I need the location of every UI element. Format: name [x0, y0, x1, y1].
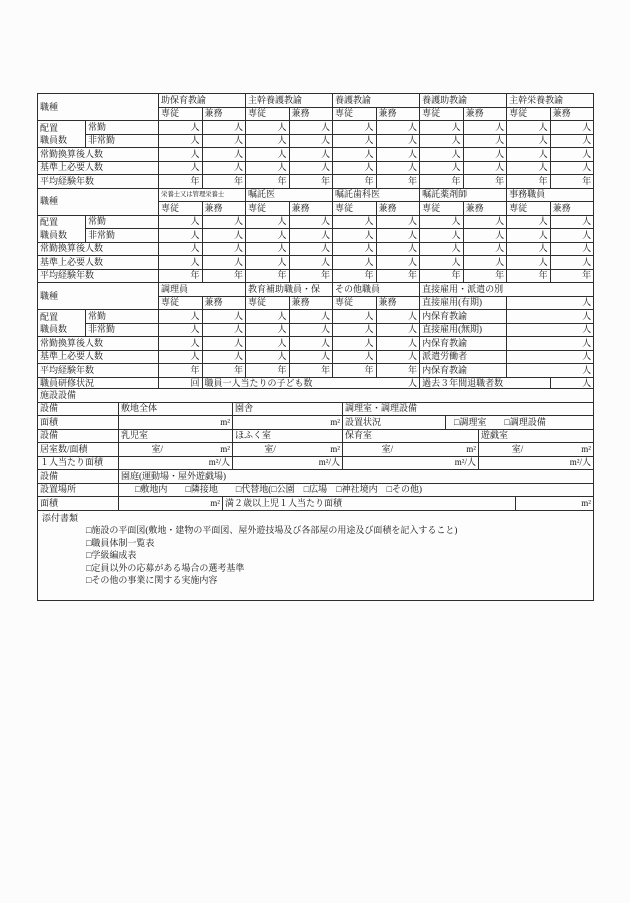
cell-unit-year: 年 — [159, 364, 203, 378]
pair-text: 室/ — [511, 443, 524, 454]
cell-unit-person: 人 — [550, 134, 594, 148]
cell-unit-sqm: m² — [516, 497, 594, 511]
cell-unit-person: 人 — [289, 161, 333, 175]
cell-unit-person: 人 — [463, 215, 507, 229]
cell-unit-person: 人 — [376, 242, 420, 256]
cell-unit-person: 人 — [550, 121, 594, 135]
sub-header: 兼務 — [376, 202, 420, 216]
row-label-required: 基準上必要人数 — [38, 350, 159, 364]
cell-unit-year: 年 — [246, 364, 290, 378]
cell-unit-year: 年 — [420, 269, 464, 283]
cell-unit-person: 人 — [463, 134, 507, 148]
cell-unit-year: 年 — [246, 175, 290, 189]
cell-unit-person: 人 — [550, 215, 594, 229]
cell-unit-person: 人 — [507, 229, 551, 243]
cell-unit-person: 人 — [246, 215, 290, 229]
cell-unit-person: 人 — [289, 337, 333, 351]
cell-rooms-area — [343, 443, 479, 457]
sub-header: 専従 — [333, 202, 377, 216]
row-label-employment: 内保育教諭 — [420, 310, 507, 324]
cell-unit-person: 人 — [246, 242, 290, 256]
col-header-type: 職種 — [38, 188, 159, 215]
cell-unit-year: 年 — [159, 175, 203, 189]
sub-header: 兼務 — [202, 107, 246, 121]
cell-unit-person: 人 — [376, 161, 420, 175]
cell-unit-person: 人 — [507, 215, 551, 229]
row-label-required: 基準上必要人数 — [38, 161, 159, 175]
cell-unit-sqm: m² — [119, 416, 233, 430]
row-label-converted: 常勤換算後人数 — [38, 337, 159, 351]
cell-unit-person: 人 — [159, 161, 203, 175]
cell-unit-year: 年 — [463, 175, 507, 189]
cell-line: 配置 — [40, 217, 59, 227]
cell-unit-year: 年 — [420, 175, 464, 189]
cell-unit-person: 人 — [289, 323, 333, 337]
cell-unit-person: 人 — [376, 121, 420, 135]
cell-line: 職員数 — [40, 229, 68, 240]
cell-unit-person: 人 — [420, 121, 464, 135]
attachment-item: □その他の事業に関する実施内容 — [86, 575, 218, 585]
row-label-fulltime: 常勤 — [86, 310, 159, 324]
cell-unit-person: 人 — [333, 337, 377, 351]
cell-unit-person: 人 — [159, 310, 203, 324]
cell-unit-person: 人 — [333, 134, 377, 148]
cell-unit-person: 人 — [159, 121, 203, 135]
group-header: 嘱託歯科医 — [333, 188, 420, 202]
cell-unit-person: 人 — [159, 256, 203, 270]
row-label-equipment: 設備 — [38, 429, 119, 443]
cell-unit-person: 人 — [420, 161, 464, 175]
cell-unit-person: 人 — [507, 337, 594, 351]
cell-unit-person: 人 — [463, 161, 507, 175]
cell-unit-person: 人 — [420, 134, 464, 148]
cell-unit-person: 人 — [550, 148, 594, 162]
group-header: その他職員 — [333, 283, 420, 297]
group-header: 栄養士又は管理栄養士 — [159, 188, 246, 202]
col-header-room: 乳児室 — [119, 429, 233, 443]
cell-unit-person: 人 — [507, 256, 551, 270]
sub-header: 兼務 — [289, 202, 333, 216]
attachment-item: □定員以外の応募がある場合の選考基準 — [86, 562, 245, 573]
row-label-parttime: 非常勤 — [86, 323, 159, 337]
cell-unit-year: 年 — [550, 269, 594, 283]
cell-unit-year: 年 — [333, 175, 377, 189]
col-header-kitchen: 調理室・調理設備 — [343, 402, 594, 416]
row-label-kitchen-status: 設置状況 — [343, 416, 446, 430]
cell-unit-year: 年 — [507, 269, 551, 283]
cell-unit-year: 年 — [289, 175, 333, 189]
cell-unit-sqm-per-person: m²/人 — [119, 456, 233, 470]
cell-unit-year: 年 — [333, 364, 377, 378]
cell-unit-person: 人 — [289, 134, 333, 148]
cell-unit-year: 年 — [202, 364, 246, 378]
cell-unit-person: 人 — [333, 215, 377, 229]
cell-line: 配置 — [40, 122, 59, 133]
row-label-employment: 内保育教諭 — [420, 364, 507, 378]
sub-header: 兼務 — [550, 202, 594, 216]
cell-unit-person: 人 — [202, 337, 246, 351]
cell-unit-person: 人 — [333, 310, 377, 324]
row-label-placement — [38, 310, 86, 337]
sub-header: 兼務 — [463, 107, 507, 121]
pair-text: 室/ — [151, 443, 164, 454]
cell-unit-year: 年 — [246, 269, 290, 283]
row-label-location: 設置場所 — [38, 483, 119, 497]
cell-unit-times: 回 — [159, 377, 203, 391]
sub-header: 専従 — [420, 107, 464, 121]
cell-unit-person: 人 — [376, 337, 420, 351]
cell-unit-year: 年 — [202, 175, 246, 189]
sub-header: 専従 — [333, 107, 377, 121]
cell-unit-year: 年 — [376, 269, 420, 283]
row-label-avg-years: 平均経験年数 — [38, 175, 159, 189]
row-label-avg-years: 平均経験年数 — [38, 364, 159, 378]
cell-unit-person: 人 — [420, 148, 464, 162]
group-header: 教育補助職員・保 — [246, 283, 333, 297]
cell-unit-person: 人 — [202, 350, 246, 364]
attachment-item: □施設の平面図(敷地・建物の平面図、屋外遊技場及び各部屋の用途及び面積を記入すること) — [86, 525, 458, 535]
cell-unit-person: 人 — [376, 229, 420, 243]
sub-header: 専従 — [246, 107, 290, 121]
attachments-block — [40, 511, 591, 600]
attachments-title: 添付書類 — [42, 512, 79, 523]
sub-header: 専従 — [159, 107, 203, 121]
cell-unit-person: 人 — [333, 323, 377, 337]
col-header-building: 園舎 — [233, 402, 343, 416]
cell-unit-person: 人 — [202, 242, 246, 256]
pair-text: m² — [220, 443, 230, 454]
cell-unit-person: 人 — [246, 323, 290, 337]
sub-header: 専従 — [159, 202, 203, 216]
cell-rooms-area — [119, 443, 233, 457]
sub-header: 兼務 — [376, 296, 420, 310]
row-label-equipment: 設備 — [38, 402, 119, 416]
row-label-employment: 直接雇用(無期) — [420, 323, 507, 337]
col-header-room: 保育室 — [343, 429, 479, 443]
attachments-table — [37, 510, 594, 601]
cell-unit-person: 人 — [333, 148, 377, 162]
sub-header: 専従 — [420, 202, 464, 216]
group-header-employment: 直接雇用・派遣の別 — [420, 283, 594, 297]
cell-unit-person: 人 — [246, 161, 290, 175]
cell-unit-person: 人 — [376, 215, 420, 229]
cell-unit-person: 人 — [289, 229, 333, 243]
cell-unit-person: 人 — [420, 229, 464, 243]
row-label-employment: 派遣労働者 — [420, 350, 507, 364]
cell-unit-person: 人 — [289, 148, 333, 162]
cell-unit-year: 年 — [289, 269, 333, 283]
cell-unit-person: 人 — [463, 148, 507, 162]
row-label-per-child: 満２歳以上児１人当たり面積 — [223, 497, 516, 511]
facility-garden-table — [37, 469, 594, 497]
cell-unit-person: 人 — [202, 310, 246, 324]
checkbox-group-location: □敷地内 □隣接地 □代替地(□公園 □広場 □神社境内 □その他) — [119, 483, 594, 497]
facility-table-section — [37, 388, 594, 601]
group-header: 嘱託医 — [246, 188, 333, 202]
sub-header: 兼務 — [289, 296, 333, 310]
sub-header: 兼務 — [202, 202, 246, 216]
cell-unit-sqm-per-person: m²/人 — [233, 456, 343, 470]
cell-unit-person: 人 — [246, 121, 290, 135]
cell-unit-person: 人 — [289, 121, 333, 135]
group-header: 調理員 — [159, 283, 246, 297]
row-label-room-count: 居室数/面積 — [38, 443, 119, 457]
cell-unit-person: 人 — [333, 161, 377, 175]
row-label-equipment: 設備 — [38, 470, 119, 484]
cell-unit-person: 人 — [507, 296, 594, 310]
group-header: 助保育教諭 — [159, 94, 246, 108]
cell-unit-person: 人 — [202, 215, 246, 229]
cell-unit-person: 人 — [463, 121, 507, 135]
cell-unit-person: 人 — [550, 242, 594, 256]
cell-unit-person: 人 — [507, 148, 551, 162]
pair-text: m² — [466, 443, 476, 454]
pair-text: 室/ — [381, 443, 394, 454]
group-header: 主幹養護教諭 — [246, 94, 333, 108]
checkbox-group-kitchen: □調理室 □調理設備 — [446, 416, 594, 430]
cell-unit-person: 人 — [159, 134, 203, 148]
row-label-placement — [38, 215, 86, 242]
cell-unit-person: 人 — [202, 134, 246, 148]
cell-line: 職員数 — [40, 324, 68, 334]
cell-unit-year: 年 — [333, 269, 377, 283]
cell-unit-person: 人 — [507, 364, 594, 378]
row-label-parttime: 非常勤 — [86, 229, 159, 243]
cell-unit-sqm-per-person: m²/人 — [479, 456, 594, 470]
cell-unit-person: 人 — [376, 350, 420, 364]
cell-unit-person: 人 — [507, 310, 594, 324]
cell-unit-year: 年 — [507, 175, 551, 189]
col-header-type: 職種 — [38, 283, 159, 310]
cell-unit-year: 年 — [463, 269, 507, 283]
cell-unit-person: 人 — [333, 121, 377, 135]
pair-text: 人 — [408, 378, 418, 389]
cell-unit-person: 人 — [376, 323, 420, 337]
cell-unit-year: 年 — [376, 364, 420, 378]
cell-unit-person: 人 — [246, 256, 290, 270]
cell-unit-person: 人 — [246, 229, 290, 243]
cell-unit-person: 人 — [289, 256, 333, 270]
row-label-employment: 内保育教諭 — [420, 337, 507, 351]
cell-unit-person: 人 — [376, 148, 420, 162]
row-label-placement — [38, 121, 86, 148]
cell-unit-person: 人 — [246, 310, 290, 324]
cell-unit-person: 人 — [159, 337, 203, 351]
cell-unit-person: 人 — [376, 256, 420, 270]
row-label-converted: 常勤換算後人数 — [38, 242, 159, 256]
facility-site-table — [37, 402, 594, 430]
cell-unit-person: 人 — [550, 256, 594, 270]
staff-table-section — [37, 93, 594, 391]
cell-unit-person: 人 — [246, 337, 290, 351]
row-label-avg-years: 平均経験年数 — [38, 269, 159, 283]
cell-unit-person: 人 — [289, 215, 333, 229]
col-header-room: 遊戯室 — [479, 429, 594, 443]
cell-unit-person: 人 — [376, 134, 420, 148]
sub-header: 兼務 — [289, 107, 333, 121]
sub-header: 専従 — [507, 202, 551, 216]
col-header-site: 敷地全体 — [119, 402, 233, 416]
col-header-garden: 園庭(運動場・屋外遊戯場) — [119, 470, 594, 484]
cell-unit-year: 年 — [376, 175, 420, 189]
cell-rooms-area — [233, 443, 343, 457]
cell-unit-person: 人 — [159, 229, 203, 243]
sub-header: 専従 — [333, 296, 377, 310]
cell-unit-year: 年 — [550, 175, 594, 189]
cell-unit-person: 人 — [159, 148, 203, 162]
row-label-parttime: 非常勤 — [86, 134, 159, 148]
cell-unit-person: 人 — [333, 229, 377, 243]
group-header: 養護教諭 — [333, 94, 420, 108]
cell-unit-person: 人 — [463, 229, 507, 243]
attachment-item: □学級編成表 — [86, 550, 137, 560]
cell-unit-person: 人 — [507, 134, 551, 148]
cell-unit-person: 人 — [420, 215, 464, 229]
cell-line: 職員数 — [40, 135, 68, 145]
section-title: 施設設備 — [38, 389, 594, 403]
cell-unit-person: 人 — [159, 350, 203, 364]
row-label-fulltime: 常勤 — [86, 121, 159, 135]
cell-unit-person: 人 — [159, 215, 203, 229]
cell-unit-person: 人 — [246, 350, 290, 364]
cell-unit-person: 人 — [159, 323, 203, 337]
cell-unit-person: 人 — [507, 323, 594, 337]
row-label-employment: 直接雇用(有期) — [420, 296, 507, 310]
group-header: 養護助教諭 — [420, 94, 507, 108]
cell-unit-person: 人 — [507, 242, 551, 256]
cell-unit-person: 人 — [550, 229, 594, 243]
attachments-cell — [38, 510, 594, 600]
cell-unit-person: 人 — [246, 148, 290, 162]
group-header: 事務職員 — [507, 188, 594, 202]
cell-unit-person: 人 — [202, 229, 246, 243]
cell-unit-person: 人 — [376, 310, 420, 324]
sub-header: 専従 — [246, 296, 290, 310]
cell-unit-year: 年 — [202, 269, 246, 283]
cell-line: 配置 — [40, 311, 59, 322]
cell-unit-person: 人 — [289, 242, 333, 256]
cell-unit-year: 年 — [159, 269, 203, 283]
cell-unit-person: 人 — [202, 121, 246, 135]
cell-unit-sqm: m² — [119, 497, 223, 511]
staff-table — [37, 93, 594, 391]
cell-unit-person: 人 — [420, 242, 464, 256]
row-label-fulltime: 常勤 — [86, 215, 159, 229]
cell-unit-person: 人 — [246, 134, 290, 148]
cell-unit-person: 人 — [463, 256, 507, 270]
row-label-per-person: １人当たり面積 — [38, 456, 119, 470]
sub-header: 兼務 — [550, 107, 594, 121]
row-label-area: 面積 — [38, 416, 119, 430]
sub-header: 専従 — [507, 107, 551, 121]
row-label-required: 基準上必要人数 — [38, 256, 159, 270]
attachment-item: □職員体制一覧表 — [86, 537, 155, 548]
group-header: 嘱託薬剤師 — [420, 188, 507, 202]
sub-header: 兼務 — [202, 296, 246, 310]
cell-unit-person: 人 — [159, 242, 203, 256]
cell-unit-person: 人 — [550, 161, 594, 175]
cell-unit-person: 人 — [333, 350, 377, 364]
cell-unit-person: 人 — [463, 242, 507, 256]
cell-unit-person: 人 — [289, 350, 333, 364]
cell-unit-person: 人 — [202, 161, 246, 175]
cell-unit-sqm: m² — [233, 416, 343, 430]
row-label-training: 職員研修状況 — [38, 377, 159, 391]
sub-header: 専従 — [246, 202, 290, 216]
cell-unit-person: 人 — [289, 310, 333, 324]
row-label-converted: 常勤換算後人数 — [38, 148, 159, 162]
cell-unit-person: 人 — [550, 377, 594, 391]
pair-text: m² — [330, 443, 340, 454]
sub-header: 兼務 — [463, 202, 507, 216]
cell-unit-person: 人 — [420, 256, 464, 270]
facility-rooms-table — [37, 429, 594, 471]
cell-unit-person: 人 — [507, 121, 551, 135]
cell-unit-person: 人 — [202, 323, 246, 337]
pair-text: 職員一人当たりの子ども数 — [204, 378, 313, 389]
sub-header: 専従 — [159, 296, 203, 310]
col-header-room: ほふく室 — [233, 429, 343, 443]
row-label-area: 面積 — [38, 497, 119, 511]
row-label-retirees: 過去３年間退職者数 — [420, 377, 551, 391]
cell-unit-year: 年 — [289, 364, 333, 378]
cell-unit-person: 人 — [202, 256, 246, 270]
col-header-type: 職種 — [38, 94, 159, 121]
pair-text: 室/ — [264, 443, 276, 454]
cell-unit-person: 人 — [202, 148, 246, 162]
cell-unit-person: 人 — [333, 256, 377, 270]
pair-text: m² — [581, 443, 591, 454]
cell-unit-person: 人 — [507, 161, 551, 175]
cell-unit-person: 人 — [507, 350, 594, 364]
group-header: 主幹栄養教諭 — [507, 94, 594, 108]
cell-unit-person: 人 — [333, 242, 377, 256]
facility-title-table — [37, 388, 594, 403]
cell-unit-sqm-per-person: m²/人 — [343, 456, 479, 470]
sub-header: 兼務 — [376, 107, 420, 121]
cell-rooms-area — [479, 443, 594, 457]
facility-garden-area-table — [37, 496, 594, 511]
